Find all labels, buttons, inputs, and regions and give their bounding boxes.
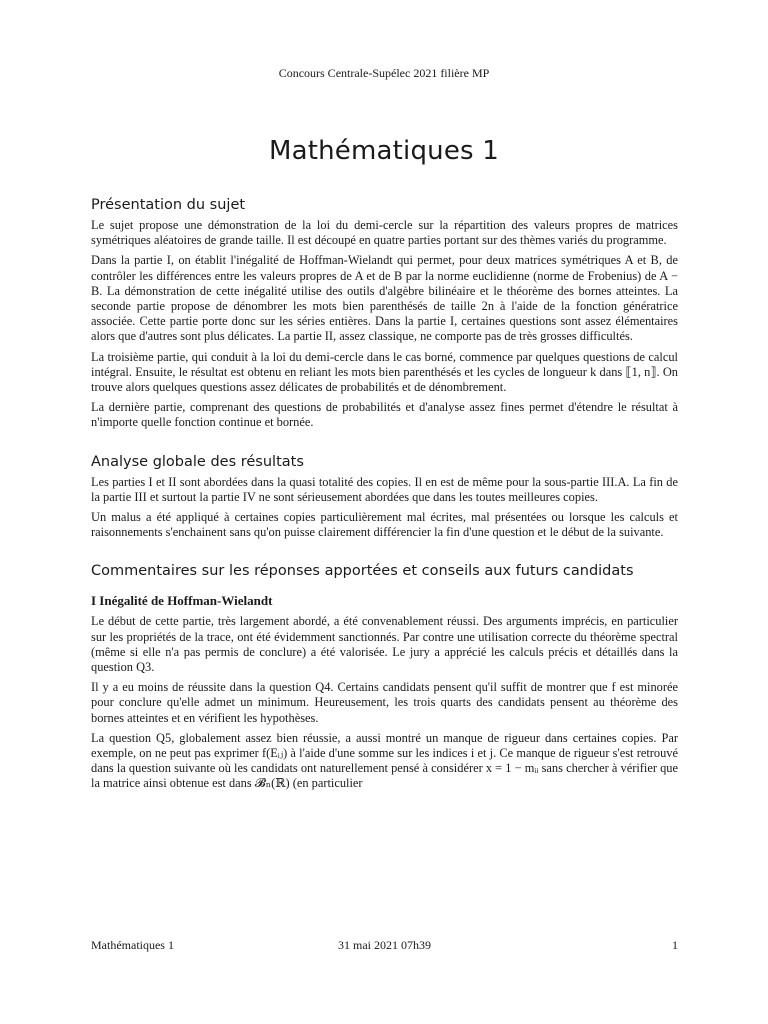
body-column — [91, 197, 678, 792]
paragraph: Le sujet propose une démonstration de la loi du demi-cercle sur la répartition des valeurs propres de matrices symétriques aléatoires de grande taille. Il est découpé en quatre parties portant sur des thèmes variés du programme. — [91, 218, 678, 248]
paragraph: Les parties I et II sont abordées dans la quasi totalité des copies. Il en est de même pour la sous-partie III.A. La fin de la partie III et surtout la partie IV ne sont sérieusement abordées que dans les toutes meilleures copies. — [91, 474, 678, 504]
footer-title: Mathématiques 1 — [91, 938, 174, 952]
paragraph: La question Q5, globalement assez bien réussie, a aussi montré un manque de rigueur dans certaines copies. Par exemple, on ne peut pas exprimer f(Eᵢⱼ) à l'aide d'une somme sur les indices i et j. Ce manque de rigueur s'est retrouvé dans la question suivante où les candidats ont naturellement pensé à considérer x = 1 − mᵢᵢ sans chercher à vérifier que la matrice ainsi obtenue est dans 𝓑ₙ(ℝ) (en particulier — [91, 730, 678, 791]
paragraph: Dans la partie I, on établit l'inégalité de Hoffman-Wielandt qui permet, pour deux matrices symétriques A et B, de contrôler les différences entre les valeurs propres de A et de B par la norme euclidienne (norme de Frobenius) de A − B. La démonstration de cette inégalité utilise des outils d'algèbre bilinéaire et le théorème des bornes atteintes. La seconde partie propose de dénombrer les mots bien parenthésés de taille 2n à l'aide de la fonction génératrice associée. Cette partie porte donc sur les séries entières. Dans la partie I, certaines questions sont assez élémentaires alors que d'autres sont plus délicates. La partie II, assez classique, ne comporte pas de très grosses difficultés. — [91, 253, 678, 344]
paragraph: Il y a eu moins de réussite dans la question Q4. Certains candidats pensent qu'il suffit de montrer que f est minorée pour conclure qu'elle admet un minimum. Heureusement, les trois quarts des candidats pensent au théorème des bornes atteintes et en vérifient les hypothèses. — [91, 680, 678, 725]
paragraph: La troisième partie, qui conduit à la loi du demi-cercle dans le cas borné, commence par quelques questions de calcul intégral. Ensuite, le résultat est obtenu en reliant les mots bien parenthésés et les cycles de longueur k dans ⟦1, n⟧. On trouve alors quelques questions assez délicates de probabilités et de dénombrement. — [91, 349, 678, 395]
paragraph: Un malus a été appliqué à certaines copies particulièrement mal écrites, mal présentées ou lorsque les calculs et raisonnements s'enchainent sans qu'on puisse clairement différencier la fin d'une question et le début de la suivante. — [91, 510, 678, 540]
section-heading-analyse: Analyse globale des résultats — [91, 453, 304, 470]
paragraph: La dernière partie, comprenant des questions de probabilités et d'analyse assez fines permet d'étendre le résultat à n'importe quelle fonction continue et bornée. — [91, 400, 678, 430]
page-number: 1 — [672, 938, 678, 952]
running-header: Concours Centrale-Supélec 2021 filière MP — [278, 66, 490, 80]
paragraph: Le début de cette partie, très largement abordé, a été convenablement réussi. Des arguments imprécis, en particulier sur les propriétés de la trace, ont été évidemment sanctionnés. Par contre une utilisation correcte du théorème spectral (même si elle n'a pas permis de conclure) a été valorisée. Le jury a apprécié les calculs précis et détaillés dans la question Q3. — [91, 614, 678, 675]
footer-date: 31 mai 2021 07h39 — [338, 938, 431, 952]
subsection-heading: I Inégalité de Hoffman-Wielandt — [91, 593, 273, 609]
page-title: Mathématiques 1 — [268, 136, 500, 166]
section-heading-commentaires: Commentaires sur les réponses apportées et conseils aux futurs candidats — [91, 563, 634, 580]
section-heading-presentation: Présentation du sujet — [91, 197, 246, 213]
